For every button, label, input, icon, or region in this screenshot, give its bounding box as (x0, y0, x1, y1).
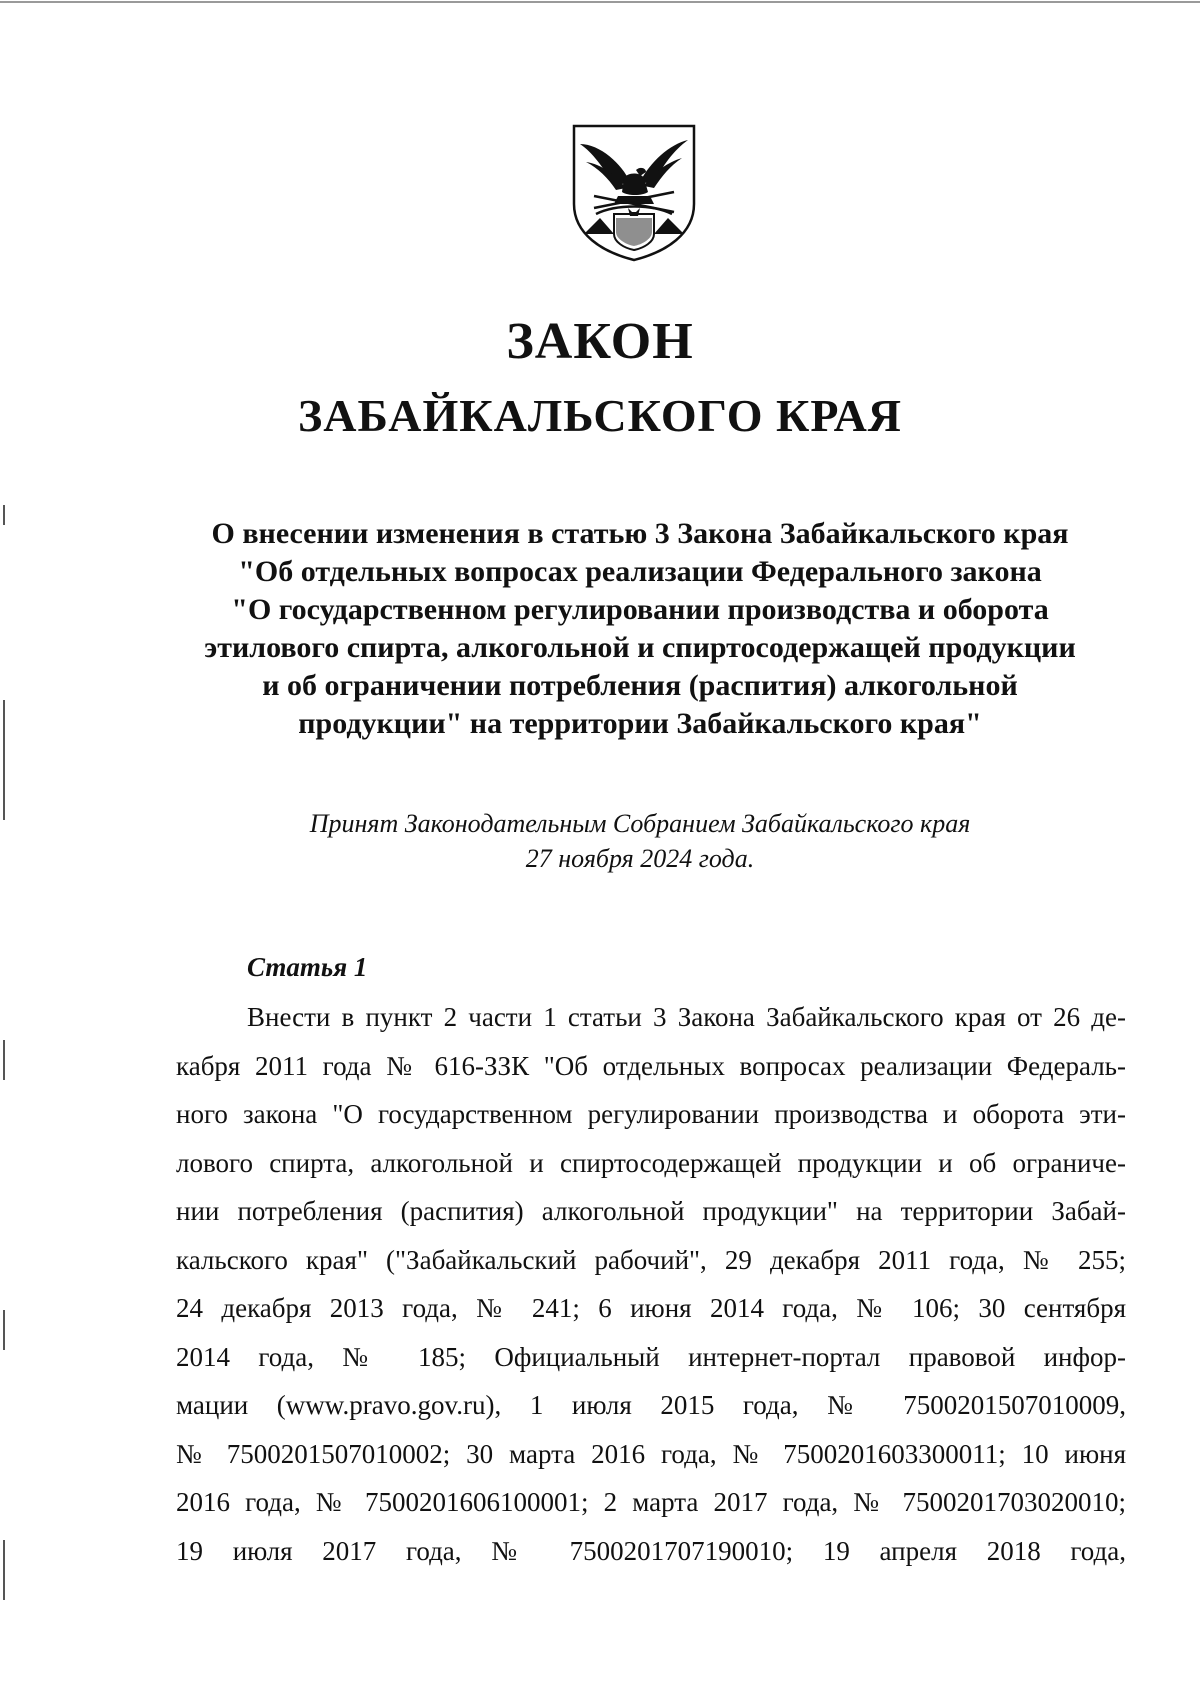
document-region-title: ЗАБАЙКАЛЬСКОГО КРАЯ (297, 390, 903, 441)
article-heading: Статья 1 (247, 952, 368, 982)
article-body-line: нии потребления (распития) алкогольной продукции" на территории Забай- (176, 1196, 1126, 1226)
article-body-line: 2016 года, № 7500201606100001; 2 марта 2017 года, № 7500201703020010; (176, 1487, 1126, 1517)
article-body-line: лового спирта, алкогольной и спиртосодержащей продукции и об ограниче- (176, 1147, 1126, 1178)
article-body-line: 19 июля 2017 года, № 7500201707190010; 19 апреля 2018 года, (176, 1535, 1126, 1566)
law-subject-line: О внесении изменения в статью 3 Закона Забайкальского края (211, 517, 1069, 550)
law-subject (140, 515, 1140, 743)
adoption-date: 27 ноября 2024 года. (525, 844, 755, 873)
law-subject-line: "О государственном регулировании производства и оборота (231, 593, 1049, 626)
scan-margin-mark (3, 1540, 5, 1600)
article-body-line: 2014 года, № 185; Официальный интернет-портал правовой инфор- (176, 1341, 1126, 1372)
scan-margin-mark (3, 1310, 5, 1350)
law-subject-line: и об ограничении потребления (распития) алкогольной (262, 669, 1018, 702)
coat-of-arms-emblem (570, 122, 698, 262)
adoption-note (260, 806, 1020, 876)
article-body-line: мации (www.pravo.gov.ru), 1 июля 2015 года, № 7500201507010009, (176, 1390, 1126, 1420)
article-body-line: кальского края" ("Забайкальский рабочий", 29 декабря 2011 года, № 255; (176, 1244, 1126, 1275)
article-body-line: кабря 2011 года № 616-ЗЗК "Об отдельных вопросах реализации Федераль- (176, 1050, 1126, 1081)
law-subject-line: продукции" на территории Забайкальского края" (298, 707, 982, 740)
scan-margin-mark (3, 505, 5, 525)
article-body-line: № 7500201507010002; 30 марта 2016 года, № 7500201603300011; 10 июня (176, 1438, 1126, 1469)
article-body-line: 24 декабря 2013 года, № 241; 6 июня 2014 года, № 106; 30 сентября (176, 1293, 1126, 1323)
article-body-line: ного закона "О государственном регулировании производства и оборота эти- (176, 1099, 1126, 1129)
scan-margin-mark (3, 1040, 5, 1080)
adoption-line: Принят Законодательным Собранием Забайкальского края (309, 809, 971, 838)
law-subject-line: этилового спирта, алкогольной и спиртосодержащей продукции (204, 631, 1076, 664)
article-body (176, 993, 1126, 1575)
law-subject-line: "Об отдельных вопросах реализации Федерального закона (238, 555, 1042, 588)
article-body-line: Внести в пункт 2 части 1 статьи 3 Закона Забайкальского края от 26 де- (247, 1002, 1126, 1032)
document-title: ЗАКОН (506, 313, 694, 370)
scan-top-edge (0, 1, 1200, 3)
scan-margin-mark (3, 700, 5, 820)
coat-of-arms-icon (570, 122, 698, 262)
